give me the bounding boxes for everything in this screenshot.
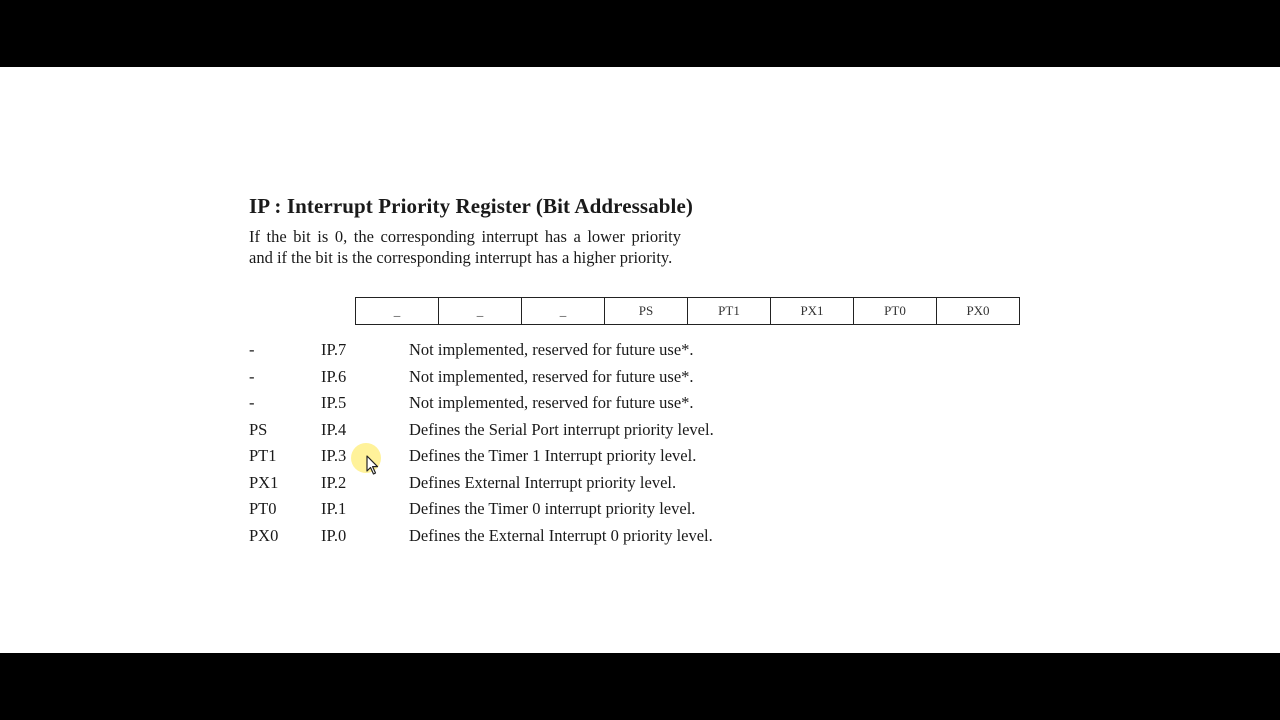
bit-cell-3: PT1 (688, 298, 771, 325)
letterbox-bottom (0, 653, 1280, 720)
definition-name: PX1 (249, 472, 279, 492)
definition-name: PT1 (249, 446, 277, 465)
definition-name: PS (249, 419, 268, 439)
definition-desc: Defines the Serial Port interrupt priority level. (409, 419, 714, 439)
bit-cell-1: PT0 (854, 298, 937, 325)
bit-cell-0: PX0 (937, 298, 1020, 325)
bit-cell-2: PX1 (771, 298, 854, 325)
bit-cell-5: _ (522, 298, 605, 325)
definition-bit: IP.2 (321, 472, 347, 492)
intro-paragraph: If the bit is 0, the corresponding interrupt has a lower priority and if the bit is the corresponding interrupt has a higher priority. (249, 227, 681, 267)
definition-name: - (249, 366, 255, 386)
definition-name: PX0 (249, 525, 279, 545)
mouse-pointer-icon (366, 455, 380, 475)
letterbox-top (0, 0, 1280, 67)
definition-desc: Defines External Interrupt priority level. (409, 472, 677, 492)
definition-bit: IP.5 (321, 393, 347, 412)
definition-name: - (249, 393, 255, 412)
definition-desc: Not implemented, reserved for future use*. (409, 366, 694, 386)
definition-bit: IP.6 (321, 366, 347, 386)
definition-desc: Defines the Timer 1 Interrupt priority level. (409, 446, 697, 465)
document-slide (0, 67, 1280, 653)
register-bit-row (356, 298, 1020, 325)
bit-cell-4: PS (605, 298, 688, 325)
definition-desc: Not implemented, reserved for future use*. (409, 340, 694, 359)
definition-bit: IP.3 (321, 446, 347, 465)
bit-cell-7: _ (356, 298, 439, 325)
definition-bit: IP.1 (321, 499, 347, 518)
definition-bit: IP.0 (321, 525, 347, 545)
register-bit-table (355, 297, 1020, 325)
definition-desc: Defines the Timer 0 interrupt priority level. (409, 499, 696, 518)
definition-desc: Defines the External Interrupt 0 priority level. (409, 525, 713, 545)
definition-bit: IP.7 (321, 340, 347, 359)
definition-desc: Not implemented, reserved for future use*. (409, 393, 694, 412)
definition-name: - (249, 340, 255, 359)
page-title: IP : Interrupt Priority Register (Bit Addressable) (249, 194, 694, 218)
bit-cell-6: _ (439, 298, 522, 325)
definition-name: PT0 (249, 499, 277, 518)
definition-bit: IP.4 (321, 419, 347, 439)
